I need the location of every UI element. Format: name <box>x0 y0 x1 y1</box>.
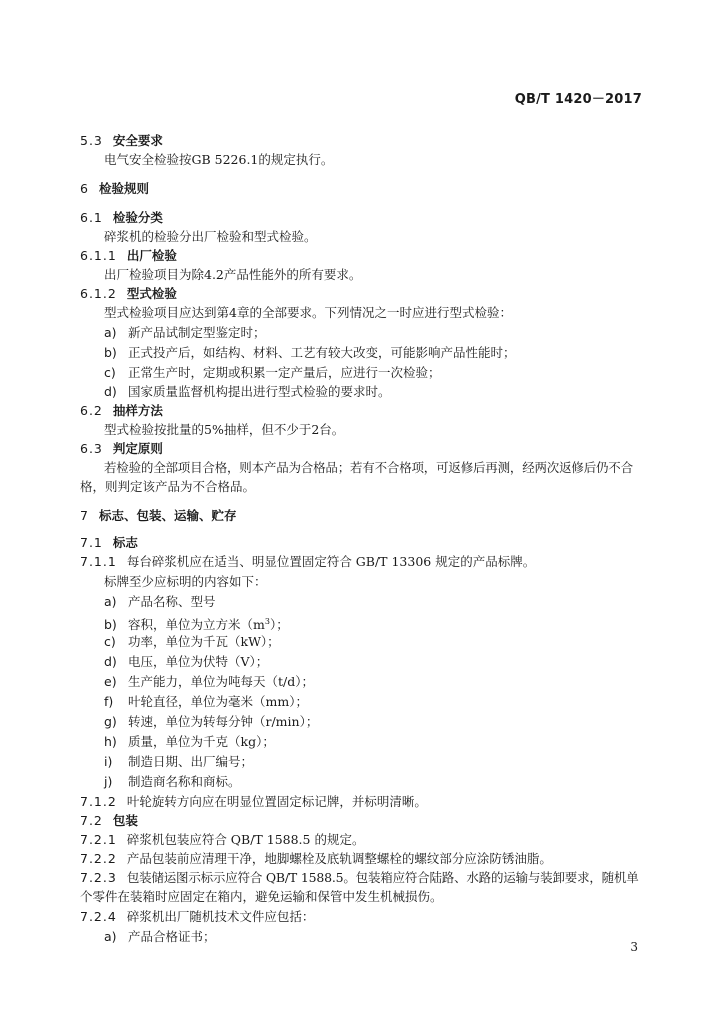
paragraph-6-1-2: 型式检验项目应达到第4章的全部要求。下列情况之一时应进行型式检验： <box>104 305 512 320</box>
heading-6 <box>80 180 660 198</box>
section-number: 7.2.3 <box>80 870 117 885</box>
list-item-text: 国家质量监督机构提出进行型式检验的要求时。 <box>128 384 391 399</box>
clause-7-2-3 <box>80 869 660 887</box>
list-marker: b) <box>104 345 117 360</box>
list-item-text: 质量，单位为千克（kg）； <box>128 734 275 749</box>
list-item-text: 电压，单位为伏特（V）； <box>128 654 269 669</box>
section-number: 7.2.4 <box>80 909 117 924</box>
paragraph-6-2: 型式检验按批量的5%抽样，但不少于2台。 <box>104 422 345 437</box>
list-item <box>104 733 684 751</box>
standard-code: QB/T 1420－2017 <box>514 92 642 107</box>
list-marker: h) <box>104 734 117 749</box>
section-number: 6.1.2 <box>80 286 117 301</box>
clause-text: 碎浆机包装应符合 QB/T 1588.5 的规定。 <box>126 832 365 847</box>
section-number: 6.1.1 <box>80 248 117 263</box>
section-number: 6.1 <box>80 210 103 225</box>
heading-6-2 <box>80 402 660 420</box>
list-item-text-tail: ）； <box>269 617 289 633</box>
list-item <box>104 613 684 634</box>
section-number: 7.1.2 <box>80 794 117 809</box>
clause-7-1-1 <box>80 553 660 571</box>
list-item-text: 新产品试制定型鉴定时； <box>128 325 266 340</box>
section-number: 5.3 <box>80 133 103 148</box>
clause-7-2-4 <box>80 908 660 926</box>
section-title: 抽样方法 <box>112 403 163 418</box>
heading-7-2 <box>80 812 660 830</box>
section-number: 7.2.2 <box>80 851 117 866</box>
clause-text: 包装储运图示标示应符合 QB/T 1588.5。包装箱应符合陆路、水路的运输与装卸要求，随机单 <box>126 870 639 885</box>
section-title: 标志、包装、运输、贮存 <box>98 508 237 523</box>
heading-6-1 <box>80 209 660 227</box>
section-title: 判定原则 <box>112 441 163 456</box>
section-number: 6 <box>80 181 89 196</box>
section-title: 出厂检验 <box>126 248 177 263</box>
clause-7-2-3-line2: 个零件在装箱时应固定在箱内，避免运输和保管中发生机械损伤。 <box>80 889 443 904</box>
list-marker: f) <box>104 694 114 709</box>
list-marker: j) <box>104 774 113 789</box>
paragraph-5-3: 电气安全检验按GB 5226.1的规定执行。 <box>104 152 334 167</box>
list-marker: c) <box>104 365 116 380</box>
list-item-text: 叶轮直径，单位为毫米（mm）； <box>128 694 308 709</box>
list-item-text: 生产能力，单位为吨每天（t/d）； <box>128 674 314 689</box>
heading-7 <box>80 507 660 525</box>
section-title: 安全要求 <box>112 133 163 148</box>
heading-5-3 <box>80 132 660 150</box>
section-number: 7.2.1 <box>80 832 117 847</box>
section-title: 标志 <box>112 535 138 550</box>
list-item-text: 功率，单位为千瓦（kW）； <box>128 634 280 649</box>
section-title: 包装 <box>112 813 138 828</box>
list-item <box>104 593 684 611</box>
list-item <box>104 673 684 691</box>
list-marker: c) <box>104 634 116 649</box>
list-item <box>104 693 684 711</box>
paragraph-6-1: 碎浆机的检验分出厂检验和型式检验。 <box>104 229 317 244</box>
section-number: 7 <box>80 508 89 523</box>
list-marker: d) <box>104 384 117 399</box>
section-number: 7.1 <box>80 535 103 550</box>
clause-text: 产品包装前应清理干净，地脚螺栓及底轨调整螺栓的螺纹部分应涂防锈油脂。 <box>126 851 552 866</box>
list-marker: e) <box>104 674 117 689</box>
list-item-text: 制造商名称和商标。 <box>128 774 241 789</box>
heading-7-1 <box>80 534 660 552</box>
list-item-text: 正式投产后，如结构、材料、工艺有较大改变，可能影响产品性能时； <box>128 345 516 360</box>
list-item <box>104 713 684 731</box>
superscript: 3 <box>264 617 270 626</box>
list-item-text: 容积，单位为立方米（m <box>128 617 265 633</box>
list-item <box>104 773 684 791</box>
section-number: 7.2 <box>80 813 103 828</box>
heading-6-3 <box>80 440 660 458</box>
list-item-text: 正常生产时，定期或积累一定产量后，应进行一次检验； <box>128 365 441 380</box>
page-number: 3 <box>630 940 638 954</box>
paragraph-6-3-line2: 格，则判定该产品为不合格品。 <box>80 479 256 494</box>
list-item <box>104 633 684 651</box>
section-title: 检验规则 <box>98 181 149 196</box>
list-item <box>104 928 684 946</box>
section-number: 6.3 <box>80 441 103 456</box>
list-marker: a) <box>104 929 117 944</box>
list-marker: b) <box>104 617 117 633</box>
list-item-text: 转速，单位为转每分钟（r/min）； <box>128 714 319 729</box>
paragraph-6-1-1: 出厂检验项目为除4.2产品性能外的所有要求。 <box>104 267 362 282</box>
list-item <box>104 753 684 771</box>
clause-text: 碎浆机出厂随机技术文件应包括： <box>126 909 315 924</box>
list-item-text: 产品合格证书； <box>128 929 216 944</box>
list-marker: d) <box>104 654 117 669</box>
section-number: 7.1.1 <box>80 554 117 569</box>
paragraph-7-1-1-intro: 标牌至少应标明的内容如下： <box>104 574 267 589</box>
list-item-text: 制造日期、出厂编号； <box>128 754 254 769</box>
list-marker: i) <box>104 754 113 769</box>
clause-7-2-1 <box>80 831 660 849</box>
list-item <box>104 653 684 671</box>
list-marker: g) <box>104 714 117 729</box>
section-title: 检验分类 <box>112 210 163 225</box>
clause-7-1-2 <box>80 793 660 811</box>
section-title: 型式检验 <box>126 286 177 301</box>
list-marker: a) <box>104 594 117 609</box>
heading-6-1-2 <box>80 285 660 303</box>
clause-7-2-2 <box>80 850 660 868</box>
list-item <box>104 383 684 401</box>
section-number: 6.2 <box>80 403 103 418</box>
list-marker: a) <box>104 325 117 340</box>
list-item <box>104 364 684 382</box>
clause-text: 叶轮旋转方向应在明显位置固定标记牌，并标明清晰。 <box>126 794 427 809</box>
list-item <box>104 344 684 362</box>
paragraph-6-3-line1: 若检验的全部项目合格，则本产品为合格品；若有不合格项，可返修后再测，经两次返修后仍不合 <box>104 460 633 475</box>
list-item <box>104 324 684 342</box>
heading-6-1-1 <box>80 247 660 265</box>
clause-text: 每台碎浆机应在适当、明显位置固定符合 GB/T 13306 规定的产品标牌。 <box>126 554 536 569</box>
list-item-text: 产品名称、型号 <box>128 594 216 609</box>
